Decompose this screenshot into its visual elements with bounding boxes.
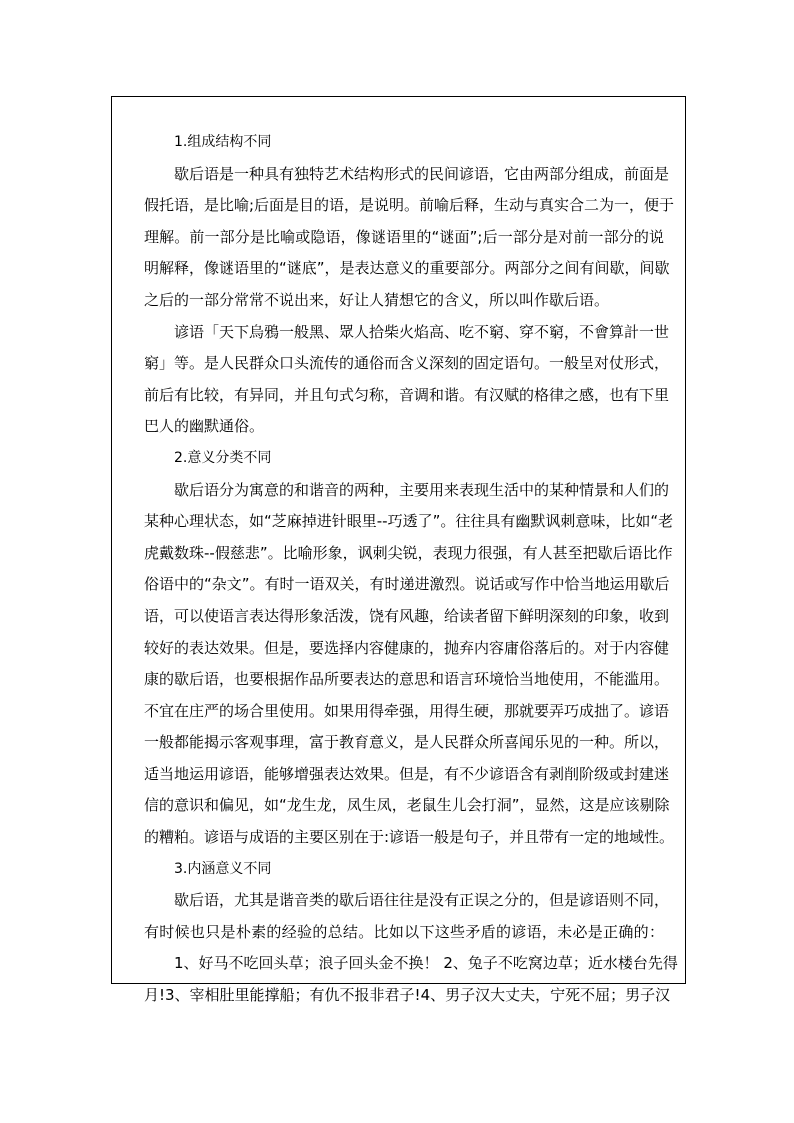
text-line: 适当地运用谚语，能够增强表达效果。但是，有不少谚语含有剥削阶级或封建迷 bbox=[144, 764, 670, 783]
text-line: 窮」等。是人民群众口头流传的通俗而含义深刻的固定语句。一般呈对仗形式， bbox=[144, 354, 670, 373]
text-line: 巴人的幽默通俗。 bbox=[144, 417, 265, 436]
text-line: 语，可以使语言表达得形象活泼，饶有风趣，给读者留下鲜明深刻的印象，收到 bbox=[144, 606, 670, 625]
text-line: 月!3、宰相肚里能撑船；有仇不报非君子!4、男子汉大丈夫，宁死不屈；男子汉 bbox=[144, 986, 671, 1005]
document-frame bbox=[111, 96, 686, 1005]
text-line: 谚语「天下烏鴉一般黑、眾人拾柴火焰高、吃不窮、穿不窮，不會算計一世 bbox=[174, 322, 670, 341]
text-line: 理解。前一部分是比喻或隐语，像谜语里的“谜面”;后一部分是对前一部分的说 bbox=[144, 227, 664, 246]
text-line: 之后的一部分常常不说出来，好让人猜想它的含义，所以叫作歇后语。 bbox=[144, 290, 610, 309]
text-line: 歇后语是一种具有独特艺术结构形式的民间谚语，它由两部分组成，前面是 bbox=[174, 164, 670, 183]
section-heading-meaning: 2.意义分类不同 bbox=[174, 449, 272, 466]
text-line: 假托语，是比喻;后面是目的语，是说明。前喻后释，生动与真实合二为一，便于 bbox=[144, 196, 675, 215]
text-line: 的糟粕。谚语与成语的主要区别在于:谚语一般是句子，并且带有一定的地域性。 bbox=[144, 828, 675, 847]
text-line: 一般都能揭示客观事理，富于教育意义，是人民群众所喜闻乐见的一种。所以， bbox=[144, 733, 670, 752]
text-line: 信的意识和偏见，如“龙生龙，凤生凤，老鼠生儿会打洞”，显然，这是应该剔除 bbox=[144, 796, 670, 815]
text-line: 不宜在庄严的场合里使用。如果用得牵强，用得生硬，那就要弄巧成拙了。谚语 bbox=[144, 701, 670, 720]
text-line: 虎戴数珠--假慈悲”。比喻形象，讽刺尖锐，表现力很强，有人甚至把歇后语比作 bbox=[144, 543, 673, 562]
text-line: 某种心理状态，如“芝麻掉进针眼里--巧透了”。往往具有幽默讽刺意味，比如“老 bbox=[144, 512, 674, 531]
section-heading-structure: 1.组成结构不同 bbox=[174, 134, 272, 150]
text-line: 1、好马不吃回头草；浪子回头金不换！ 2、兔子不吃窝边草；近水楼台先得 bbox=[174, 954, 678, 973]
text-line: 康的歇后语，也要根据作品所要表达的意思和语言环境恰当地使用，不能滥用。 bbox=[144, 670, 670, 689]
paragraph-connotation bbox=[144, 885, 670, 948]
paragraph-structure bbox=[144, 159, 675, 317]
section-heading-connotation: 3.内涵意义不同 bbox=[174, 860, 272, 877]
text-line: 有时候也只是朴素的经验的总结。比如以下这些矛盾的谚语，未必是正确的： bbox=[144, 922, 664, 941]
text-line: 歇后语分为寓意的和谐音的两种，主要用来表现生活中的某种情景和人们的 bbox=[174, 480, 670, 499]
paragraph-meaning bbox=[144, 475, 675, 854]
text-line: 较好的表达效果。但是，要选择内容健康的，抛弃内容庸俗落后的。对于内容健 bbox=[144, 638, 670, 657]
text-line: 明解释，像谜语里的“谜底”，是表达意义的重要部分。两部分之间有间歇，间歇 bbox=[144, 259, 670, 278]
paragraph-proverb-list bbox=[144, 948, 678, 1011]
paragraph-proverb-intro bbox=[144, 317, 670, 443]
document-body bbox=[144, 127, 678, 1012]
text-line: 俗语中的“杂文”。有时一语双关，有时递进激烈。说话或写作中恰当地运用歇后 bbox=[144, 575, 670, 594]
text-line: 歇后语，尤其是谐音类的歇后语往往是没有正误之分的，但是谚语则不同， bbox=[174, 891, 670, 910]
text-line: 前后有比较，有异同，并且句式匀称，音调和谐。有汉赋的格律之感，也有下里 bbox=[144, 385, 670, 404]
